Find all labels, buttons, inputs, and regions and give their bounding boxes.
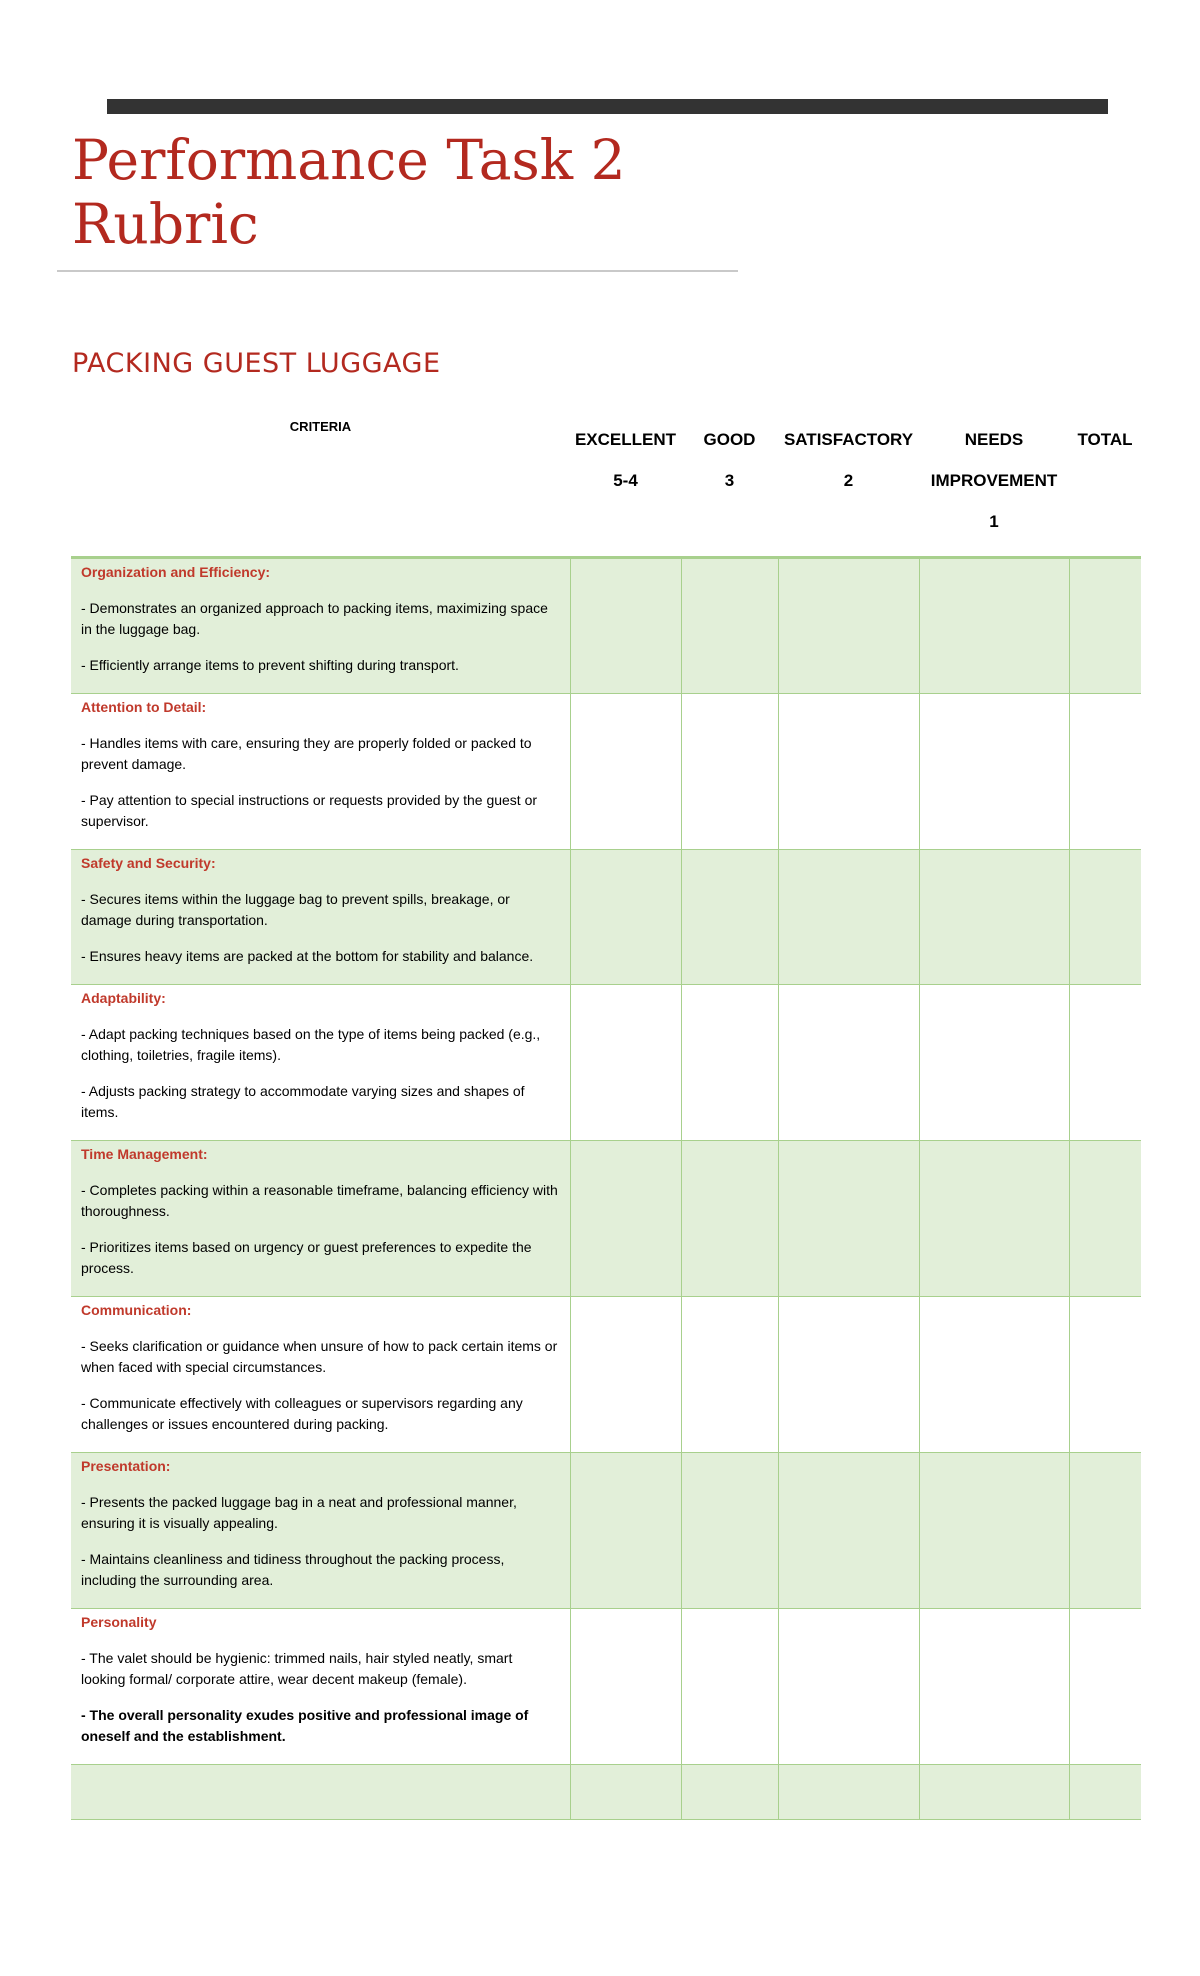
criterion-cell xyxy=(71,1609,570,1765)
header-criteria-label: CRITERIA xyxy=(289,419,352,434)
score-cell-total[interactable] xyxy=(1069,1141,1141,1297)
header-good xyxy=(681,405,778,558)
score-cell-satisfactory[interactable] xyxy=(778,1141,919,1297)
score-cell-total[interactable] xyxy=(1069,1297,1141,1453)
header-bar xyxy=(107,99,1108,114)
criterion-name: Presentation: xyxy=(81,1458,171,1474)
score-cell-needs-improvement[interactable] xyxy=(919,1297,1069,1453)
score-cell-total[interactable] xyxy=(1069,1609,1141,1765)
score-cell-good[interactable] xyxy=(681,1297,778,1453)
score-cell-total[interactable] xyxy=(1069,1453,1141,1609)
criterion-name: Communication: xyxy=(81,1302,192,1318)
table-row xyxy=(71,1609,1141,1765)
score-cell-good[interactable] xyxy=(681,1453,778,1609)
score-cell-good[interactable] xyxy=(681,558,778,694)
criterion-point: - The overall personality exudes positive and professional image of oneself and the establishment. xyxy=(81,1707,529,1744)
empty-cell[interactable] xyxy=(71,1765,570,1820)
score-cell-satisfactory[interactable] xyxy=(778,985,919,1141)
score-cell-good[interactable] xyxy=(681,694,778,850)
criterion-point: - Seeks clarification or guidance when unsure of how to pack certain items or when faced with special circumstances. xyxy=(81,1338,558,1375)
header-good-score: 3 xyxy=(724,471,735,490)
empty-cell[interactable] xyxy=(1069,1765,1141,1820)
score-cell-excellent[interactable] xyxy=(570,1609,681,1765)
score-cell-good[interactable] xyxy=(681,985,778,1141)
criterion-cell xyxy=(71,558,570,694)
score-cell-excellent[interactable] xyxy=(570,558,681,694)
criterion-cell xyxy=(71,694,570,850)
criterion-cell xyxy=(71,1141,570,1297)
header-total-label: TOTAL xyxy=(1077,430,1133,449)
score-cell-needs-improvement[interactable] xyxy=(919,985,1069,1141)
score-cell-total[interactable] xyxy=(1069,985,1141,1141)
table-row xyxy=(71,1141,1141,1297)
table-row xyxy=(71,558,1141,694)
table-row-empty xyxy=(71,1765,1141,1820)
score-cell-good[interactable] xyxy=(681,1141,778,1297)
header-needs-label: NEEDS xyxy=(964,430,1024,449)
criterion-point: - Handles items with care, ensuring they are properly folded or packed to prevent damage. xyxy=(81,735,532,772)
criterion-point: - Secures items within the luggage bag to prevent spills, breakage, or damage during transportation. xyxy=(81,891,510,928)
header-needs-score: 1 xyxy=(989,512,999,531)
score-cell-excellent[interactable] xyxy=(570,694,681,850)
score-cell-excellent[interactable] xyxy=(570,1141,681,1297)
score-cell-needs-improvement[interactable] xyxy=(919,850,1069,985)
header-excellent xyxy=(570,405,681,558)
score-cell-good[interactable] xyxy=(681,1609,778,1765)
table-row xyxy=(71,985,1141,1141)
criterion-cell xyxy=(71,985,570,1141)
header-satisfactory-score: 2 xyxy=(843,471,854,490)
table-row xyxy=(71,694,1141,850)
score-cell-needs-improvement[interactable] xyxy=(919,1453,1069,1609)
score-cell-satisfactory[interactable] xyxy=(778,694,919,850)
score-cell-good[interactable] xyxy=(681,850,778,985)
criterion-name: Time Management: xyxy=(81,1146,208,1162)
criterion-cell xyxy=(71,850,570,985)
criterion-point: - Demonstrates an organized approach to packing items, maximizing space in the luggage bag. xyxy=(81,600,548,637)
title-divider xyxy=(57,270,738,272)
empty-cell[interactable] xyxy=(778,1765,919,1820)
criterion-point: - Pay attention to special instructions or requests provided by the guest or supervisor. xyxy=(81,792,538,829)
score-cell-needs-improvement[interactable] xyxy=(919,1141,1069,1297)
criterion-point: - The valet should be hygienic: trimmed nails, hair styled neatly, smart looking formal/ corporate attire, wear decent makeup (female). xyxy=(81,1650,513,1687)
criterion-point: - Maintains cleanliness and tidiness throughout the packing process, including the surrounding area. xyxy=(81,1551,505,1588)
criterion-name: Safety and Security: xyxy=(81,855,216,871)
criterion-point: - Presents the packed luggage bag in a neat and professional manner, ensuring it is visually appealing. xyxy=(81,1494,517,1531)
criterion-point: - Adjusts packing strategy to accommodate varying sizes and shapes of items. xyxy=(81,1083,525,1120)
table-row xyxy=(71,1297,1141,1453)
criterion-point: - Communicate effectively with colleagues or supervisors regarding any challenges or issues encountered during packing. xyxy=(81,1395,523,1432)
score-cell-satisfactory[interactable] xyxy=(778,1297,919,1453)
criterion-name: Organization and Efficiency: xyxy=(81,564,271,580)
empty-cell[interactable] xyxy=(919,1765,1069,1820)
table-row xyxy=(71,850,1141,985)
criterion-name: Attention to Detail: xyxy=(81,699,207,715)
criterion-point: - Completes packing within a reasonable timeframe, balancing efficiency with thoroughness. xyxy=(81,1182,558,1219)
header-needs-improvement xyxy=(919,405,1069,558)
header-satisfactory-label: SATISFACTORY xyxy=(783,430,914,449)
table-header-row xyxy=(71,405,1141,558)
criterion-point: - Efficiently arrange items to prevent shifting during transport. xyxy=(81,657,459,673)
score-cell-total[interactable] xyxy=(1069,694,1141,850)
score-cell-satisfactory[interactable] xyxy=(778,558,919,694)
score-cell-needs-improvement[interactable] xyxy=(919,558,1069,694)
rubric-table xyxy=(71,405,1141,1820)
score-cell-satisfactory[interactable] xyxy=(778,1609,919,1765)
score-cell-needs-improvement[interactable] xyxy=(919,694,1069,850)
criterion-point: - Ensures heavy items are packed at the bottom for stability and balance. xyxy=(81,948,534,964)
header-total xyxy=(1069,405,1141,558)
score-cell-total[interactable] xyxy=(1069,850,1141,985)
score-cell-excellent[interactable] xyxy=(570,850,681,985)
header-excellent-score: 5-4 xyxy=(613,471,638,490)
score-cell-total[interactable] xyxy=(1069,558,1141,694)
empty-cell[interactable] xyxy=(681,1765,778,1820)
table-row xyxy=(71,1453,1141,1609)
rubric-body xyxy=(71,558,1141,1820)
score-cell-excellent[interactable] xyxy=(570,1297,681,1453)
criterion-cell xyxy=(71,1297,570,1453)
page-title: Performance Task 2 Rubric xyxy=(72,128,626,256)
criterion-point: - Prioritizes items based on urgency or guest preferences to expedite the process. xyxy=(81,1239,532,1276)
header-excellent-label: EXCELLENT xyxy=(574,430,677,449)
criterion-name: Adaptability: xyxy=(81,990,166,1006)
header-improvement-label: IMPROVEMENT xyxy=(930,471,1058,490)
section-heading: PACKING GUEST LUGGAGE xyxy=(72,348,441,379)
header-criteria xyxy=(71,405,570,558)
score-cell-needs-improvement[interactable] xyxy=(919,1609,1069,1765)
score-cell-excellent[interactable] xyxy=(570,985,681,1141)
header-good-label: GOOD xyxy=(703,430,756,449)
score-cell-excellent[interactable] xyxy=(570,1453,681,1609)
header-satisfactory xyxy=(778,405,919,558)
criterion-name: Personality xyxy=(81,1614,157,1630)
score-cell-satisfactory[interactable] xyxy=(778,1453,919,1609)
criterion-cell xyxy=(71,1453,570,1609)
score-cell-satisfactory[interactable] xyxy=(778,850,919,985)
empty-cell[interactable] xyxy=(570,1765,681,1820)
criterion-point: - Adapt packing techniques based on the type of items being packed (e.g., clothing, toiletries, fragile items). xyxy=(81,1026,541,1063)
